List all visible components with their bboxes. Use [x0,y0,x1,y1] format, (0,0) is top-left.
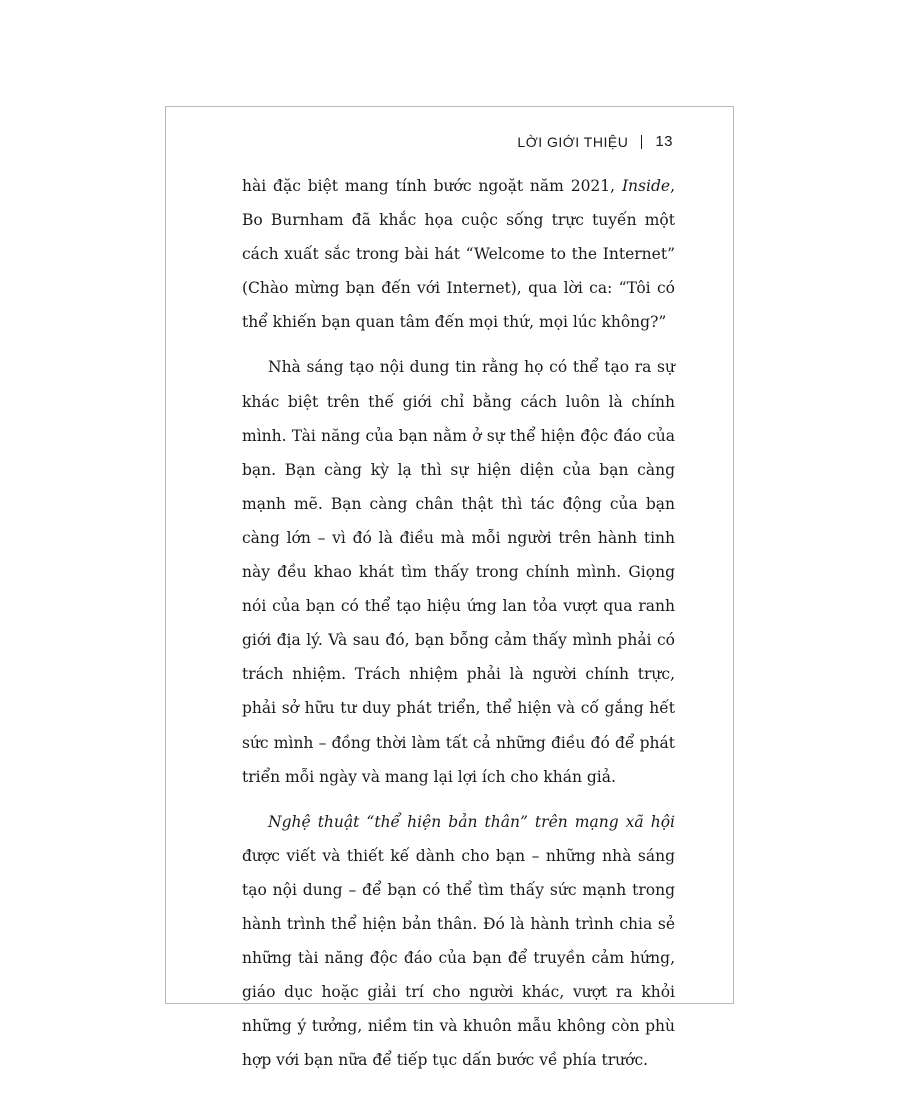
paragraph-3 [242,805,675,1078]
paragraph-1 [242,169,675,339]
paragraph-1-after: , Bo Burnham đã khắc họa cuộc sống trực tuyến một cách xuất sắc trong bài hát “Welcome to the Internet” (Chào mừng bạn đến với Internet), qua lời ca: “Tôi có thể khiến bạn quan tâm đến mọi thứ, mọi lúc không?” [242,177,675,332]
running-head [517,133,673,150]
paragraph-3-after: được viết và thiết kế dành cho bạn – những nhà sáng tạo nội dung – để bạn có thể tìm thấy sức mạnh trong hành trình thể hiện bản thân. Đó là hành trình chia sẻ những tài năng độc đáo của bạn để truyền cảm hứng, giáo dục hoặc giải trí cho người khác, vượt ra khỏi những ý tưởng, niềm tin và khuôn mẫu không còn phù hợp với bạn nữa để tiếp tục dấn bước về phía trước. [242,846,675,1070]
chapter-title: LỜI GIỚI THIỆU [517,133,629,150]
body-text [242,169,675,1088]
book-page [165,106,734,1070]
header-divider [641,135,642,149]
paragraph-1-before: hài đặc biệt mang tính bước ngoặt năm 2021, [242,177,622,195]
paragraph-1-title: Inside [621,177,671,195]
page-number: 13 [655,133,673,150]
paragraph-2: Nhà sáng tạo nội dung tin rằng họ có thể tạo ra sự khác biệt trên thế giới chỉ bằng cách luôn là chính mình. Tài năng của bạn nằm ở sự thể hiện độc đáo của bạn. Bạn càng kỳ lạ thì sự hiện diện của bạn càng mạnh mẽ. Bạn càng chân thật thì tác động của bạn càng lớn – vì đó là điều mà mỗi người trên hành tinh này đều khao khát tìm thấy trong chính mình. Giọng nói của bạn có thể tạo hiệu ứng lan tỏa vượt qua ranh giới địa lý. Và sau đó, bạn bỗng cảm thấy mình phải có trách nhiệm. Trách nhiệm phải là người chính trực, phải sở hữu tư duy phát triển, thể hiện và cố gắng hết sức mình – đồng thời làm tất cả những điều đó để phát triển mỗi ngày và mang lại lợi ích cho khán giả. [242,358,675,786]
paragraph-3-book-title: Nghệ thuật “thể hiện bản thân” trên mạng xã hội [268,812,675,831]
